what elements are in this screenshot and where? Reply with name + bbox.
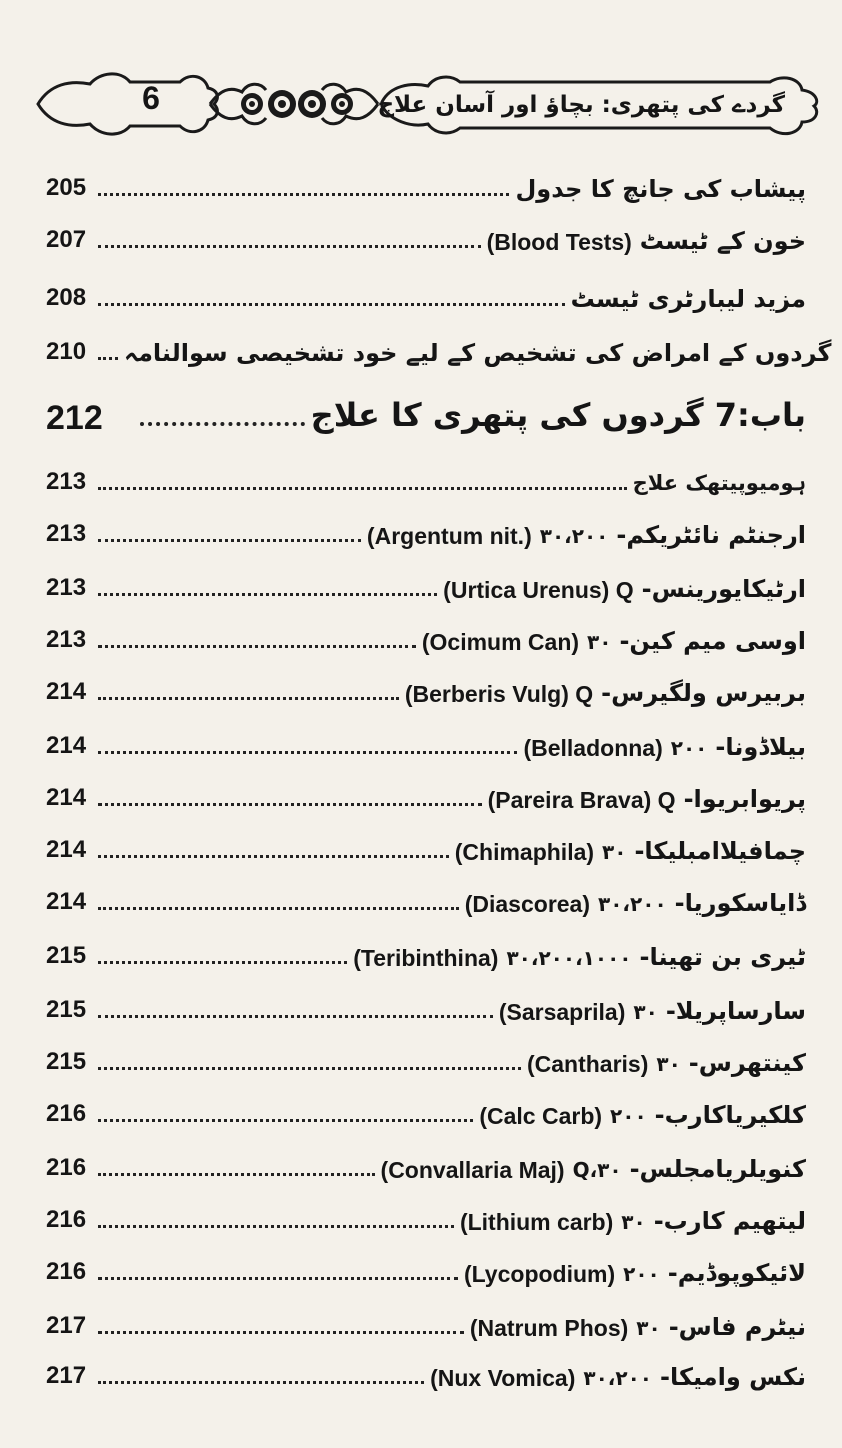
toc-entry-potency: ۲۰۰ [610,1104,647,1128]
toc-page-number: 215 [46,942,87,969]
toc-row [46,978,806,1030]
toc-page-number: 213 [46,520,87,547]
toc-entry [381,1154,806,1188]
dot-leader [98,303,565,306]
toc-entry-urdu-title: لائیکوپوڈیم- [667,1259,806,1287]
dot-leader [98,1067,521,1070]
toc-entry [124,338,831,372]
toc-entry [430,1362,806,1396]
toc-entry-potency: ۲۰۰ [623,1262,660,1286]
toc-row [46,1082,806,1134]
toc-page-number: 212 [46,399,103,437]
toc-entry-latin-name: (Ocimum Can) [421,629,580,655]
toc-page-number: 214 [46,784,87,811]
toc-entry-latin-name: (Chimaphila) [454,839,595,865]
toc-entry-urdu-title: ٹیری بن تھینا- [639,943,806,971]
toc-entry-urdu-title: سارساپریلا- [665,997,806,1025]
toc-entry-potency: ۳۰ [587,630,612,654]
chapter-heading-row [46,386,806,438]
toc-entry [488,784,806,818]
toc-page-number: 213 [46,626,87,653]
toc-row [46,1240,806,1292]
toc-entry-urdu-title: چمافیلاامبلیکا- [634,837,806,865]
dot-leader [98,1381,424,1384]
toc-entry-potency: ۳۰ [636,1316,661,1340]
toc-entry-latin-name: (Pareira Brava) Q [487,787,676,813]
toc-entry [571,284,806,318]
toc-page-number: 205 [46,174,87,201]
toc-entry-potency: ۳۰ [633,1000,658,1024]
toc-entry [499,996,806,1030]
toc-entry [353,942,806,976]
dot-leader [98,357,118,360]
toc-row [46,266,806,318]
toc-page-number: 216 [46,1154,87,1181]
toc-row [46,450,806,502]
toc-page-number: 213 [46,468,87,495]
dot-leader [98,245,481,248]
dot-leader [98,1331,464,1334]
toc-entry-potency: ۳۰،۲۰۰،۱۰۰۰ [506,946,632,970]
toc-row [46,870,806,922]
dot-leader [98,1277,458,1280]
toc-entry-potency: Q،۳۰ [572,1158,622,1182]
toc-entry-urdu-title: بیلاڈونا- [715,733,806,761]
dot-leader [98,961,347,964]
toc-entry-potency: ۲۰۰ [670,736,708,760]
toc-page-number: 215 [46,1048,87,1075]
toc-entry-potency: ۳۰،۲۰۰ [598,892,667,916]
toc-page-number: 207 [46,226,87,253]
toc-row [46,1030,806,1082]
toc-entry-urdu-title: لیتھیم کارب- [653,1207,806,1235]
toc-entry-potency: ۳۰،۲۰۰ [539,524,609,548]
toc-entry-latin-name: (Argentum nit.) [366,523,532,549]
toc-page-number: 216 [46,1206,87,1233]
dot-leader [98,193,509,196]
toc-page-number: 217 [46,1312,87,1339]
dot-leader [98,593,437,596]
toc-entry [527,1048,806,1082]
toc-entry [422,626,806,660]
toc-entry [515,174,806,208]
toc-entry-latin-name: (Berberis Vulg) Q [404,681,594,707]
toc-entry-potency: ۳۰،۲۰۰ [583,1366,653,1390]
toc-entry [311,396,806,438]
toc-entry [470,1312,806,1346]
toc-row [46,1136,806,1188]
toc-entry-latin-name: (Diascorea) [464,891,591,917]
toc-entry-urdu-title: ارجنٹم نائٹریکم- [616,521,806,549]
toc-entry-latin-name: (Sarsaprila) [498,999,626,1025]
dot-leader [98,487,627,490]
toc-entry [479,1100,806,1134]
dot-leader [98,907,459,910]
toc-row [46,608,806,660]
toc-entry [443,574,806,608]
dot-leader [98,803,482,806]
toc-entry-latin-name: (Teribinthina) [353,945,499,971]
dot-leader [98,697,399,700]
toc-row [46,714,806,766]
toc-entry-latin-name: (Lycopodium) [463,1261,616,1287]
toc-entry [633,468,806,502]
dot-leader [98,855,449,858]
toc-entry-urdu-title: بربیرس ولگیرس- [601,679,806,707]
dot-leader [98,1173,375,1176]
toc-page-number: 214 [46,888,87,915]
dot-leader [98,539,361,542]
toc-entry-urdu-title: پیشاب کی جانچ کا جدول [515,175,806,203]
toc-entry-latin-name: (Convallaria Maj) [380,1157,565,1183]
toc-row [46,924,806,976]
toc-page-number: 214 [46,678,87,705]
toc-page-number: 214 [46,732,87,759]
toc-entry-urdu-title: نیٹرم فاس- [668,1313,806,1341]
toc-entry-latin-name: (Belladonna) [523,735,663,761]
toc-page-number: 214 [46,836,87,863]
toc-page-number: 208 [46,284,87,311]
toc-entry-latin-name: (Nux Vomica) [430,1365,576,1391]
toc-entry [487,226,806,260]
toc-entry-urdu-title: اوسی میم کین- [619,627,806,655]
dot-leader [98,751,517,754]
toc-entry-urdu-title: نکس وامیکا- [660,1363,806,1391]
toc-page-number: 216 [46,1258,87,1285]
toc-page-number: 213 [46,574,87,601]
toc-entry-latin-name: (Natrum Phos) [469,1315,629,1341]
toc-row [46,208,806,260]
page-number: 6 [142,80,160,116]
toc-page-number: 216 [46,1100,87,1127]
toc-entry-latin-name: (Lithium carb) [459,1209,614,1235]
dot-leader [140,422,305,426]
toc-entry [367,520,806,554]
toc-entry-urdu-title: گردوں کے امراض کی تشخیص کے لیے خود تشخیصی سوالنامہ [124,339,832,367]
toc-entry-latin-name: (Cantharis) [526,1051,649,1077]
toc-entry-urdu-title: کنویلریامجلس- [629,1155,806,1183]
toc-page-number: 215 [46,996,87,1023]
toc-row [46,660,806,712]
toc-entry-latin-name: (Urtica Urenus) Q [443,577,634,603]
toc-entry [455,836,806,870]
toc-page-number: 217 [46,1362,87,1389]
toc-entry-urdu-title: کلکیریاکارب- [654,1101,806,1129]
toc-row [46,1344,806,1396]
toc-entry-urdu-title: خون کے ٹیسٹ [639,227,806,255]
toc-entry [465,888,806,922]
dot-leader [98,1119,473,1122]
toc-entry-potency: ۳۰ [602,840,627,864]
toc-entry [405,678,806,712]
toc-entry-urdu-title: پریوابریوا- [683,785,806,813]
toc-entry [460,1206,806,1240]
toc-page-number: 210 [46,338,87,365]
dot-leader [98,1225,454,1228]
toc-entry-urdu-title: ڈایاسکوریا- [674,889,806,917]
toc-row [46,1188,806,1240]
toc-row [46,766,806,818]
dot-leader [98,1015,493,1018]
toc-entry [523,732,806,766]
toc-entry-urdu-title: کینتھرس- [688,1049,806,1077]
toc-entry-potency: ۳۰ [621,1210,646,1234]
toc-entry-latin-name: (Blood Tests) [486,229,632,255]
toc-row [46,1294,806,1346]
toc-row [46,556,806,608]
toc-row [46,502,806,554]
toc-entry-urdu-title: ہومیوپیتھک علاج [632,471,806,495]
toc-entry-urdu-title: ارٹیکایورینس- [641,575,806,603]
toc-entry-latin-name: (Calc Carb) [479,1103,603,1129]
toc-entry [464,1258,806,1292]
page-header [30,62,825,146]
toc-entry-urdu-title: باب:7 گردوں کی پتھری کا علاج [310,396,806,434]
running-title: گردے کی پتھری: بچاؤ اور آسان علاج [377,92,785,118]
dot-leader [98,645,416,648]
toc-entry-potency: ۳۰ [656,1052,681,1076]
toc-row [46,320,832,372]
toc-entry-urdu-title: مزید لیبارٹری ٹیسٹ [570,285,806,313]
toc-row [46,156,806,208]
toc-row [46,818,806,870]
